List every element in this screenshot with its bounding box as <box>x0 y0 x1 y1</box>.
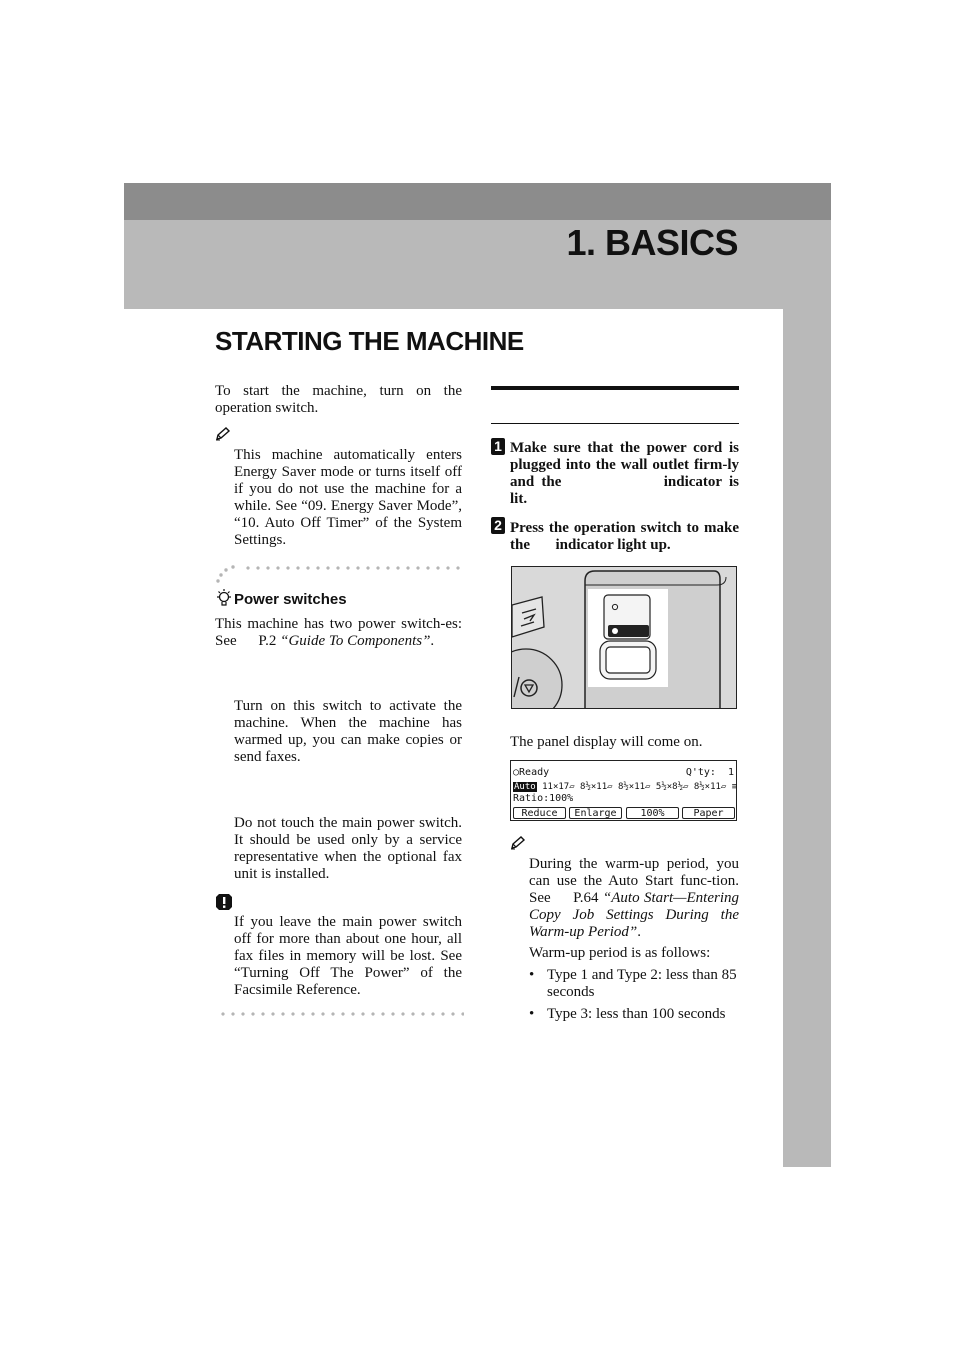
important-fax-text: If you leave the main power switch off for more than about one hour, all fax files in memory will be lost. See “Turning Off The Power” of the Facsimile Reference. <box>234 914 462 998</box>
note-auto-start <box>529 856 739 941</box>
step-1-text-c: is lit. <box>510 474 740 507</box>
power-ref-page[interactable]: P.2 <box>258 633 277 649</box>
lcd-paper-sizes[interactable]: 11×17▱ 8½×11▱ 8½×11▱ 5½×8½▱ 8½×11▱ <box>542 782 727 792</box>
intro-text: To start the machine, turn on the operation switch. <box>215 383 462 416</box>
lcd-status-row <box>513 767 734 779</box>
power-text-end: . <box>430 633 435 649</box>
panel-caption: The panel display will come on. <box>510 734 703 750</box>
lcd-qty-label: Q'ty: <box>685 767 716 778</box>
note-energy-saver: This machine automatically enters Energy Saver mode or turns itself off if you do not use the machine for a while. See “09. Energy Saver Mode”, “10. Auto Off Timer” of the System Settings. <box>234 447 462 548</box>
note-pencil-icon-2 <box>510 836 526 850</box>
power-text-a: This machine has two power switch-es: See <box>215 616 462 649</box>
note2-ref-title[interactable]: “Auto Start—Entering Copy Job Settings During the Warm-up Period” <box>529 890 739 940</box>
lcd-reduce-button[interactable]: Reduce <box>513 807 566 819</box>
important-icon <box>215 893 233 911</box>
lightbulb-icon <box>215 588 233 608</box>
operation-switch-illustration <box>511 566 737 709</box>
dotted-divider-bottom <box>218 1012 464 1016</box>
lcd-100-button[interactable]: 100% <box>626 807 679 819</box>
header-band-dark <box>124 183 831 220</box>
note2-text-end: . <box>637 924 641 940</box>
bullet-dot-1: • <box>529 967 535 983</box>
bullet-type-3: Type 3: less than 100 seconds <box>547 1006 726 1022</box>
note2-text-a: During the warm-up period, you can use the Auto Start func-tion. See <box>529 856 739 906</box>
dot-curl-decoration <box>215 562 235 584</box>
chapter-title: 1. BASICS <box>566 222 738 263</box>
lcd-bypass-icon: ≡ <box>726 782 738 792</box>
step-2-number: 2 <box>491 517 505 534</box>
lcd-enlarge-button[interactable]: Enlarge <box>569 807 622 819</box>
step-1-text <box>510 440 739 508</box>
warmup-intro: Warm-up period is as follows: <box>529 945 711 961</box>
panel-display <box>510 760 737 821</box>
section-title: STARTING THE MACHINE <box>215 326 524 356</box>
lcd-auto-paper[interactable]: Auto <box>514 782 536 792</box>
dotted-divider-top <box>243 566 464 570</box>
chapter-side-tab <box>783 309 831 1167</box>
lcd-ratio-row: Ratio:100% <box>513 793 574 804</box>
note2-ref-page[interactable]: P.64 <box>573 890 599 906</box>
lcd-qty-value: 1 <box>727 767 734 778</box>
bullet-dot-2: • <box>529 1006 535 1022</box>
step-2-text <box>510 520 739 554</box>
procedure-rule-thick <box>491 386 739 390</box>
lcd-qty <box>686 767 734 779</box>
lcd-ready-icon: ○ <box>513 767 520 778</box>
lcd-paper-button[interactable]: Paper <box>682 807 735 819</box>
step-1-text-a: Make sure that the power cord is plugged into the wall outlet firm-ly and the <box>510 440 739 490</box>
power-switches-text <box>215 616 462 650</box>
bullet-type-1-2: Type 1 and Type 2: less than 85 seconds <box>547 967 737 1000</box>
main-power-switch-text: Do not touch the main power switch. It should be used only by a service representative when the optional fax unit is installed. <box>234 815 462 882</box>
step-1-text-b: indicator <box>663 474 722 490</box>
operation-switch-text: Turn on this switch to activate the machine. When the machine has warmed up, you can make copies or send faxes. <box>234 698 462 765</box>
note-pencil-icon <box>215 427 231 441</box>
step-1-number: 1 <box>491 438 505 455</box>
control-panel-drawing <box>512 567 737 709</box>
power-ref-title[interactable]: “Guide To Components” <box>280 633 431 649</box>
lcd-paper-row <box>513 781 738 793</box>
step-2-text-b: indicator light up. <box>555 537 671 553</box>
lcd-status: Ready <box>519 767 550 778</box>
power-switches-heading: Power switches <box>234 591 347 608</box>
procedure-rule-thin <box>491 423 739 424</box>
step-2-text-a: Press the operation switch to make the <box>510 520 739 553</box>
